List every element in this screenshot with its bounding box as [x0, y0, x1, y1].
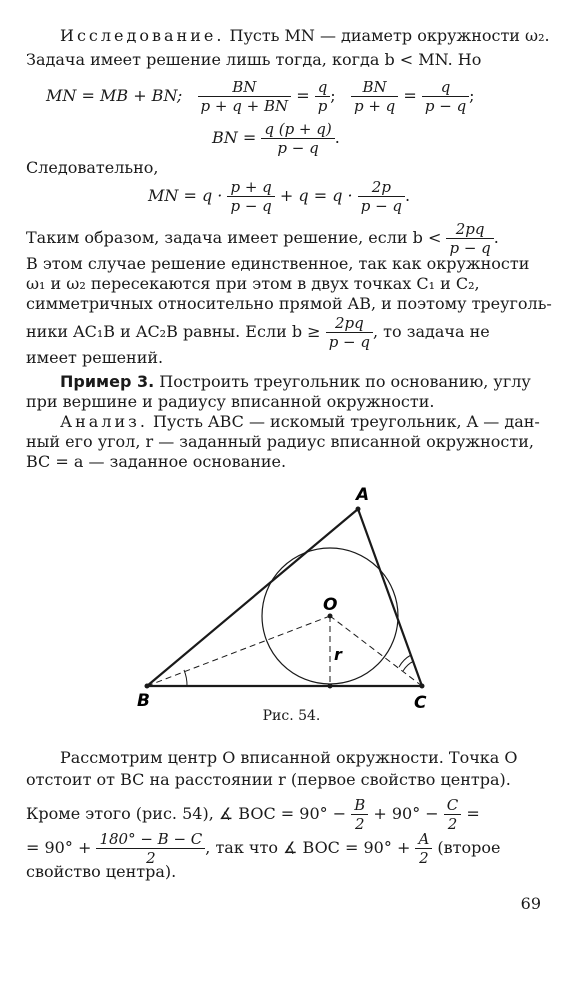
paragraph-text: + 90° − [373, 804, 439, 823]
paragraph-line: Кроме этого (рис. 54), ∡ BOC = 90° − $\frac{B}{2}$ + 90° − $\frac{C}{2}$ = [26, 796, 480, 833]
paragraph-line: ω₁ и ω₂ пересекаются при этом в двух точках C₁ и C₂, [26, 274, 480, 293]
label-c: C [414, 693, 427, 710]
label-r: r [334, 645, 342, 664]
label-b: B [137, 691, 150, 710]
paragraph-line [60, 26, 550, 45]
equation-1: MN = MB + BN; $\frac{BN}{p + q + BN}$ = $\frac{q}{p}$ ; $\frac{BN}{p + q}$ = $\frac{q}{p - q}$ ; [46, 78, 475, 115]
fraction: $\frac{2p}{p - q}$ [358, 178, 405, 215]
paragraph-text: Построить треугольник по основанию, углу [154, 372, 531, 391]
equation-text: MN = MB + BN; [46, 86, 183, 105]
vertex-a [356, 507, 361, 512]
paragraph-text: (второе [432, 838, 501, 857]
paragraph-line: имеет решений. [26, 348, 164, 367]
paragraph-line: симметричных относительно прямой AB, и поэтому треуголь- [26, 294, 552, 313]
paragraph-text: Пусть ABC — искомый треугольник, A — дан- [147, 412, 540, 431]
equation-text: + q = q · [279, 186, 353, 205]
angle-arc-c1 [399, 655, 411, 667]
section-term: Исследование. [60, 26, 225, 45]
fraction: $\frac{A}{2}$ [415, 830, 432, 867]
paragraph-text: Кроме этого (рис. 54), ∡ BOC = 90° − [26, 804, 347, 823]
equation-3: MN = q · $\frac{p + q}{p - q}$ + q = q · $\frac{2p}{p - q}$ . [148, 178, 411, 215]
paragraph-text: , так что ∡ BOC = 90° + [205, 838, 411, 857]
equation-text: BN = [212, 128, 257, 147]
paragraph-line [60, 412, 540, 431]
paragraph-line: Таким образом, задача имеет решение, если b < $\frac{2pq}{p - q}$ . [26, 220, 499, 257]
vertex-b [145, 684, 150, 689]
paragraph-line: отстоит от BC на расстоянии r (первое свойство центра). [26, 770, 511, 789]
tangent-point [328, 684, 333, 689]
figure-54 [0, 470, 583, 710]
paragraph-line: ный его угол, r — заданный радиус вписанной окружности, [26, 432, 534, 451]
equation-text: MN = q · [148, 186, 223, 205]
fraction: $\frac{q}{p}$ [315, 78, 331, 115]
segment-bo [147, 616, 330, 686]
paragraph-text: Пусть MN — диаметр окружности ω₂. [224, 26, 550, 45]
paragraph-line [26, 314, 490, 351]
figure-caption: Рис. 54. [262, 708, 321, 724]
fraction: $\frac{2pq}{p - q}$ [446, 220, 493, 257]
paragraph-line: В этом случае решение единственное, так как окружности [26, 254, 530, 273]
paragraph-line: Следовательно, [26, 158, 159, 177]
fraction: $\frac{p + q}{p - q}$ [227, 178, 274, 215]
page-number: 69 [520, 894, 541, 913]
example-title: Пример 3. [60, 372, 155, 391]
fraction: $\frac{BN}{p + q + BN}$ [198, 78, 292, 115]
angle-arc-b [184, 670, 187, 686]
fraction: $\frac{2pq}{p - q}$ [326, 314, 373, 351]
paragraph-line: Рассмотрим центр O вписанной окружности. Точка O [60, 748, 518, 767]
fraction: $\frac{180^\circ - B - C}{2}$ [96, 830, 205, 867]
label-o: O [323, 595, 338, 615]
example-heading [60, 372, 531, 391]
paragraph-text: Таким образом, задача имеет решение, если b < [26, 228, 442, 247]
label-a: A [356, 485, 370, 505]
paragraph-text: , то задача не [373, 322, 490, 341]
section-term: Анализ. [60, 412, 148, 431]
fraction: $\frac{BN}{p + q}$ [351, 78, 398, 115]
equation-2: BN = $\frac{q (p + q)}{p - q}$ . [212, 120, 340, 157]
paragraph-line: Задача имеет решение лишь тогда, когда b < MN. Но [26, 50, 482, 69]
paragraph-line: свойство центра). [26, 862, 177, 881]
side-ac [358, 509, 422, 686]
paragraph-line: при вершине и радиусу вписанной окружности. [26, 392, 435, 411]
paragraph-text: ники AC₁B и AC₂B равны. Если b ≥ [26, 322, 321, 341]
fraction: $\frac{q}{p - q}$ [422, 78, 469, 115]
fraction: $\frac{C}{2}$ [444, 796, 461, 833]
paragraph-text: = 90° + [26, 838, 92, 857]
vertex-c [420, 684, 425, 689]
fraction: $\frac{q (p + q)}{p - q}$ [261, 120, 334, 157]
paragraph-line: BC = a — заданное основание. [26, 452, 287, 471]
fraction: $\frac{B}{2}$ [351, 796, 368, 833]
